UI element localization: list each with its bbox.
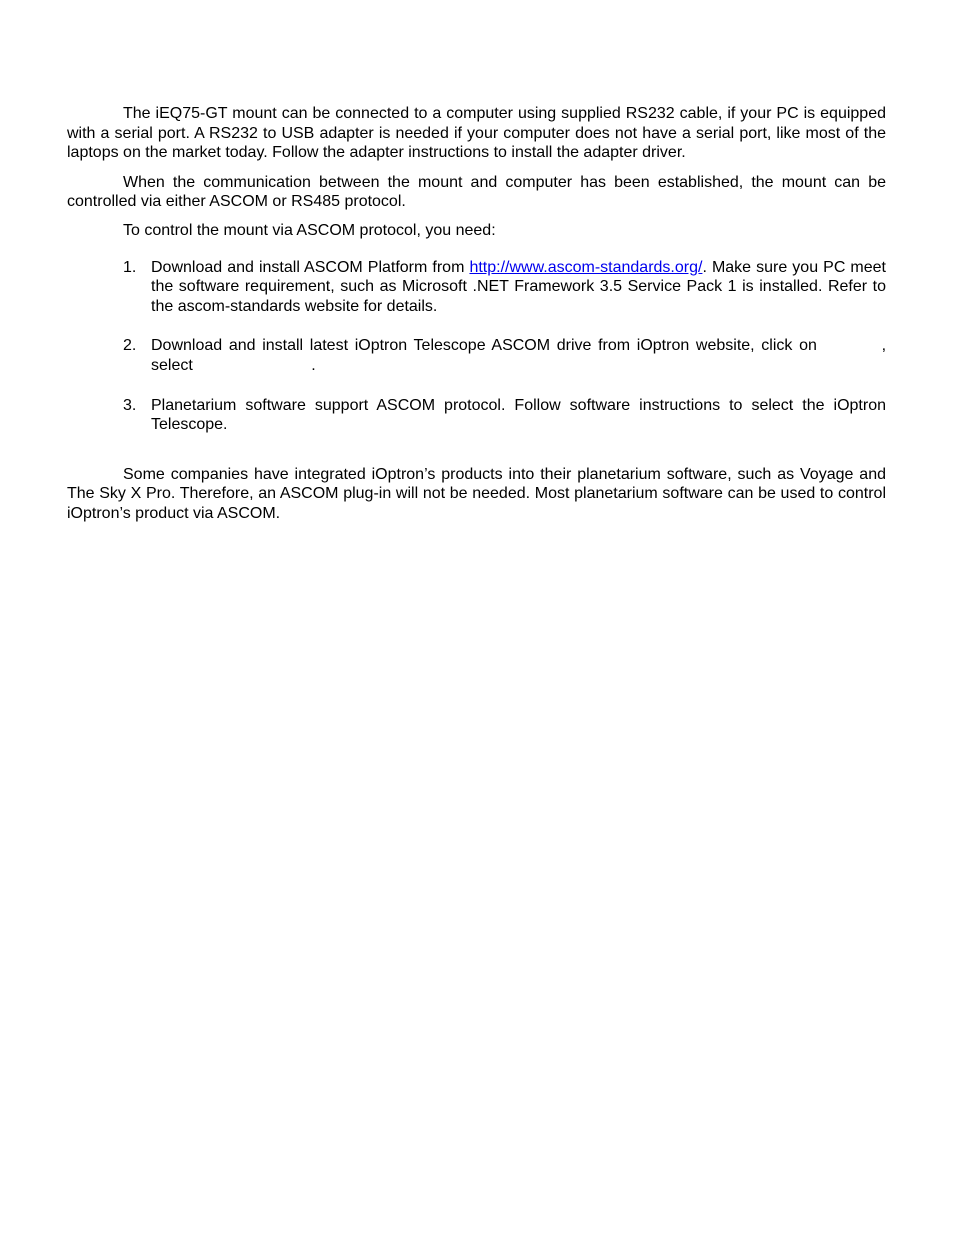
list-item [67,396,886,435]
list-item [67,258,886,317]
list-item-text: Planetarium software support ASCOM protocol. Follow software instructions to select the iOptron Telescope. [151,396,886,434]
list-item-number: 3. [123,396,137,414]
ascom-standards-link[interactable]: http://www.ascom-standards.org/ [469,258,703,276]
list-item-text: Download and install latest iOptron Telescope ASCOM drive from iOptron website, click on [151,337,817,355]
list-item-text: Download and install ASCOM Platform from [151,258,470,276]
document-page [67,104,886,524]
list-item-number: 1. [123,258,137,276]
planetarium-paragraph: Some companies have integrated iOptron’s products into their planetarium software, such as Voyage and The Sky X Pro. Therefore, an ASCOM plug-in will not be needed. Most planetarium software can be used to control iOptron’s product via ASCOM. [67,465,886,522]
list-item-number: 2. [123,337,137,355]
list-item-text: . Make sure you PC meet the software requirement, such as Microsoft .NET Framework 3.5 Service Pack 1 is installed. Refer to the ascom-standards website for details. [151,258,886,315]
list-item-text: , select [151,337,887,374]
ascom-intro-paragraph: To control the mount via ASCOM protocol, you need: [123,221,496,239]
ascom-steps-list [67,258,886,435]
intro-paragraph: The iEQ75-GT mount can be connected to a computer using supplied RS232 cable, if your PC is equipped with a serial port. A RS232 to USB adapter is needed if your computer does not have a serial port, like most of the laptops on the market today. Follow the adapter instructions to install the adapter driver. [67,105,886,162]
list-item-text: . [311,356,316,374]
communication-paragraph: When the communication between the mount and computer has been established, the mount can be controlled via either ASCOM or RS485 protocol. [67,173,886,211]
list-item [67,336,886,375]
